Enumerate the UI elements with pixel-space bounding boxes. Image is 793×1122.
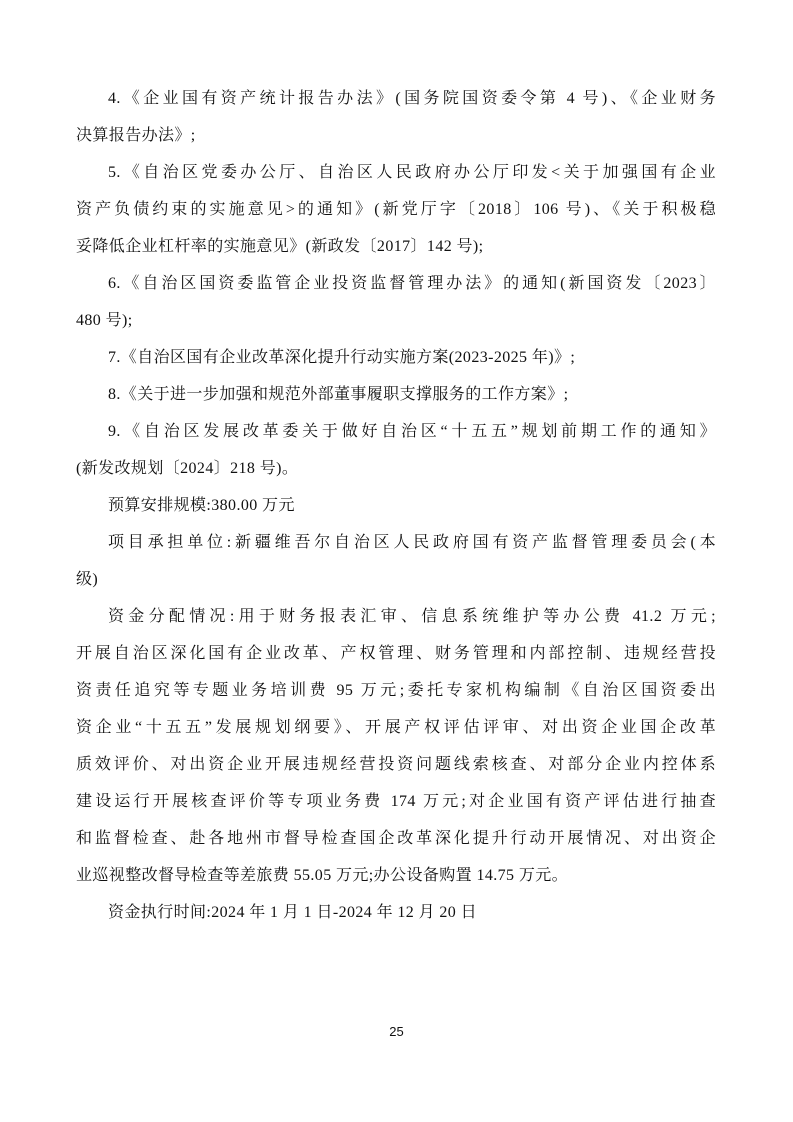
paragraph-item-9 (76, 413, 716, 487)
text-line: 资产负债约束的实施意见>的通知》(新党厅字〔2018〕106 号)、《关于积极稳 (76, 201, 716, 218)
document-body (76, 80, 716, 931)
text-line: 质效评价、对出资企业开展违规经营投资问题线索核查、对部分企业内控体系 (76, 756, 716, 773)
paragraph-item-5 (76, 154, 716, 265)
paragraph-item-4 (76, 80, 716, 154)
paragraph-budget-scale (76, 487, 716, 524)
paragraph-undertaking-unit (76, 524, 716, 598)
text-line: 资金分配情况:用于财务报表汇审、信息系统维护等办公费 41.2 万元; (108, 608, 716, 625)
text-line: 妥降低企业杠杆率的实施意见》(新政发〔2017〕142 号); (76, 238, 484, 255)
paragraph-item-8 (76, 376, 716, 413)
page-number: 25 (389, 1024, 404, 1039)
text-line: 建设运行开展核查评价等专项业务费 174 万元;对企业国有资产评估进行抽查 (76, 793, 716, 810)
paragraph-item-7 (76, 339, 716, 376)
text-line: 资责任追究等专题业务培训费 95 万元;委托专家机构编制《自治区国资委出 (76, 682, 716, 699)
text-line: 5.《自治区党委办公厅、自治区人民政府办公厅印发<关于加强国有企业 (108, 164, 716, 181)
text-line: 项目承担单位:新疆维吾尔自治区人民政府国有资产监督管理委员会(本 (108, 534, 716, 551)
text-line: 4.《企业国有资产统计报告办法》(国务院国资委令第 4 号)、《企业财务 (108, 90, 716, 107)
text-line: 业巡视整改督导检查等差旅费 55.05 万元;办公设备购置 14.75 万元。 (76, 867, 569, 884)
paragraph-fund-allocation (76, 598, 716, 894)
paragraph-item-6 (76, 265, 716, 339)
text-line: 级) (76, 571, 99, 588)
text-line: 9.《自治区发展改革委关于做好自治区“十五五”规划前期工作的通知》 (108, 423, 716, 440)
text-line: 8.《关于进一步加强和规范外部董事履职支撑服务的工作方案》; (108, 386, 569, 403)
text-line: 6.《自治区国资委监管企业投资监督管理办法》的通知(新国资发〔2023〕 (108, 275, 716, 292)
text-line: 资金执行时间:2024 年 1 月 1 日-2024 年 12 月 20 日 (108, 904, 477, 921)
text-line: 7.《自治区国有企业改革深化提升行动实施方案(2023-2025 年)》; (108, 349, 576, 366)
text-line: 决算报告办法》; (76, 127, 196, 144)
text-line: 480 号); (76, 312, 133, 329)
text-line: 开展自治区深化国有企业改革、产权管理、财务管理和内部控制、违规经营投 (76, 645, 716, 662)
text-line: 预算安排规模:380.00 万元 (108, 497, 295, 514)
text-line: (新发改规划〔2024〕218 号)。 (76, 460, 299, 477)
paragraph-fund-execution-time (76, 894, 716, 931)
text-line: 和监督检查、赴各地州市督导检查国企改革深化提升行动开展情况、对出资企 (76, 830, 716, 847)
text-line: 资企业“十五五”发展规划纲要》、开展产权评估评审、对出资企业国企改革 (76, 719, 716, 736)
